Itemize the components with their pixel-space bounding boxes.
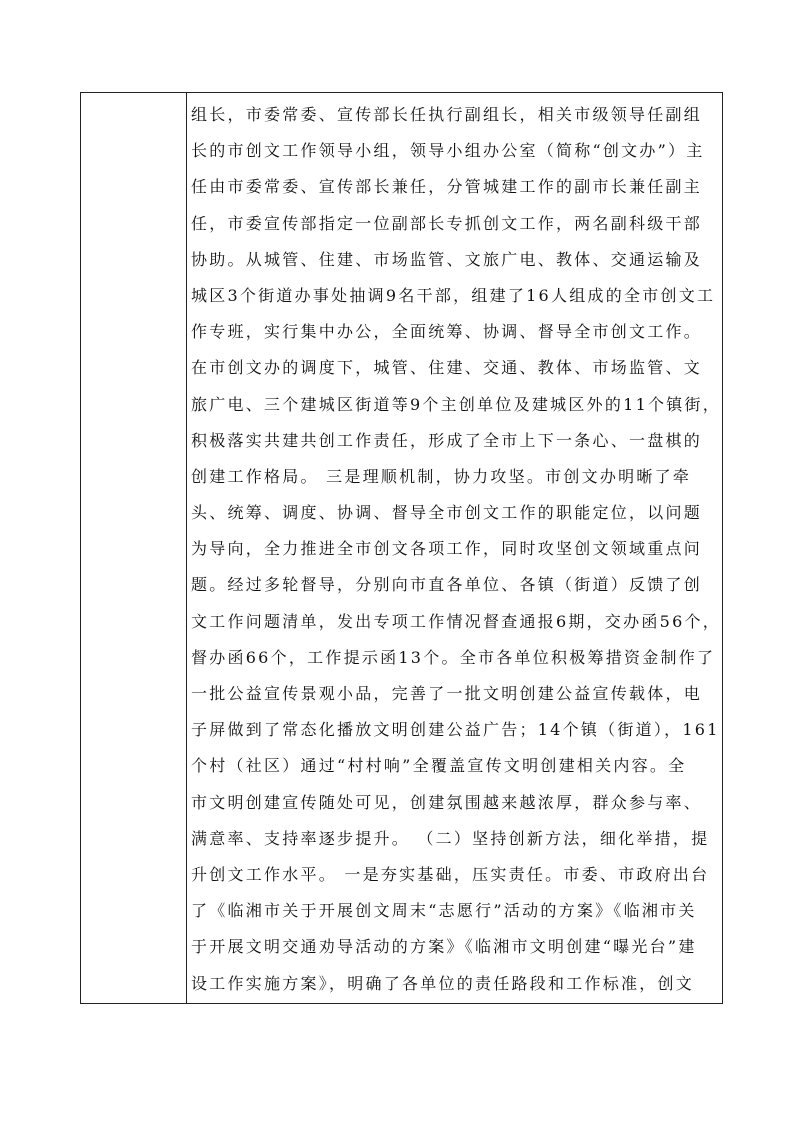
paragraph-line: 任，市委宣传部指定一位副部长专抓创文工作，两名副科级干部 [191, 213, 703, 233]
paragraph-line: 了《临湘市关于开展创文周末“志愿行”活动的方案》《临湘市关 [191, 901, 697, 921]
table-content-cell [191, 93, 722, 1003]
paragraph-line: 满意率、支持率逐步提升。 （二）坚持创新方法，细化举措，提 [191, 828, 710, 848]
paragraph-line: 长的市创文工作领导小组，领导小组办公室（简称“创文办”）主 [191, 141, 705, 161]
paragraph-line: 设工作实施方案》，明确了各单位的责任路段和工作标准，创文 [191, 973, 695, 993]
paragraph-line: 任由市委常委、宣传部长兼任，分管城建工作的副市长兼任副主 [191, 177, 703, 197]
paragraph-line: 市文明创建宣传随处可见，创建氛围越来越浓厚，群众参与率、 [191, 792, 703, 812]
paragraph-line: 文工作问题清单，发出专项工作情况督查通报6期，交办函56个， [191, 611, 722, 631]
paragraph-line: 为导向，全力推进全市创文各项工作，同时攻坚创文领域重点问 [191, 539, 703, 559]
paragraph-line: 督办函66个，工作提示函13个。全市各单位积极筹措资金制作了 [191, 647, 716, 667]
paragraph-line: 积极落实共建共创工作责任，形成了全市上下一条心、一盘棋的 [191, 430, 703, 450]
paragraph-line: 于开展文明交通劝导活动的方案》《临湘市文明创建“曝光台”建 [191, 937, 697, 957]
paragraph-line: 组长，市委常委、宣传部长任执行副组长，相关市级领导任副组 [191, 105, 703, 124]
paragraph-line: 子屏做到了常态化播放文明创建公益广告；14个镇（街道），161 [191, 720, 720, 740]
paragraph-line: 头、统筹、调度、协调、督导全市创文工作的职能定位，以问题 [191, 503, 703, 523]
paragraph-line: 协助。从城管、住建、市场监管、文旅广电、教体、交通运输及 [191, 249, 703, 269]
table-frame [80, 92, 723, 1004]
paragraph-line: 作专班，实行集中办公，全面统筹、协调、督导全市创文工作。 [191, 322, 703, 342]
paragraph-line: 创建工作格局。 三是理顺机制，协力攻坚。市创文办明晰了牵 [191, 466, 692, 486]
paragraph-line: 旅广电、三个建城区街道等9个主创单位及建城区外的11个镇街， [191, 394, 722, 414]
table-left-cell [81, 93, 186, 1003]
paragraph-line: 在市创文办的调度下，城管、住建、交通、教体、市场监管、文 [191, 358, 703, 378]
column-divider [186, 93, 187, 1003]
paragraph-line: 升创文工作水平。 一是夯实基础，压实责任。市委、市政府出台 [191, 864, 710, 884]
paragraph-line: 题。经过多轮督导，分别向市直各单位、各镇（街道）反馈了创 [191, 575, 703, 595]
paragraph-line: 城区3个街道办事处抽调9名干部，组建了16人组成的全市创文工 [191, 285, 716, 305]
paragraph-line: 个村（社区）通过“村村响”全覆盖宣传文明创建相关内容。全 [191, 756, 687, 776]
paragraph-line: 一批公益宣传景观小品，完善了一批文明创建公益宣传载体，电 [191, 684, 703, 703]
